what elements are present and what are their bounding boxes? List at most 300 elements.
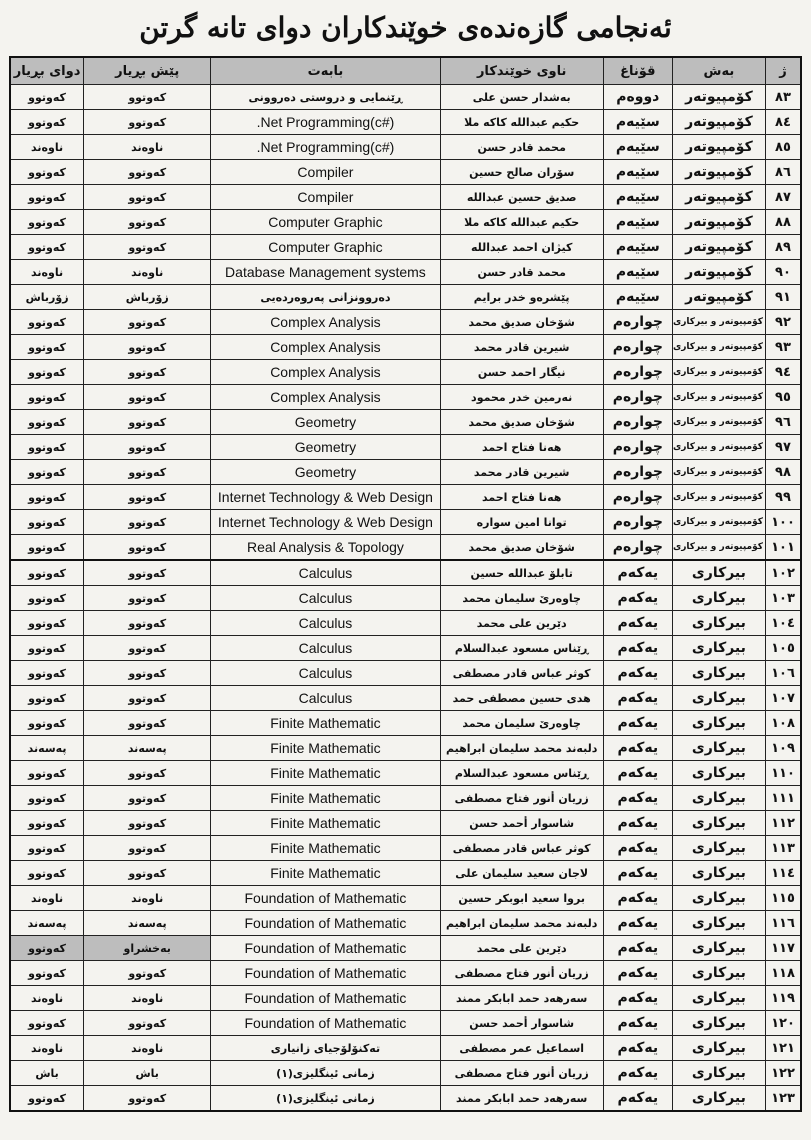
row-after: کەوتوو: [10, 586, 84, 611]
row-department: بیرکاری: [672, 1036, 765, 1061]
row-subject: Finite Mathematic: [211, 736, 440, 761]
row-subject: Finite Mathematic: [211, 836, 440, 861]
row-after: ناوەند: [10, 986, 84, 1011]
row-after: کەوتوو: [10, 535, 84, 561]
row-student: دلبەند محمد سلیمان ابراهیم: [440, 736, 603, 761]
row-number: ٩٩: [765, 485, 801, 510]
row-before: کەوتوو: [84, 335, 211, 360]
row-number: ١١٠: [765, 761, 801, 786]
table-row: [10, 786, 801, 811]
row-subject: Compiler: [211, 160, 440, 185]
row-subject: Foundation of Mathematic: [211, 961, 440, 986]
row-student: چاوەرێ سلیمان محمد: [440, 586, 603, 611]
row-after: کەوتوو: [10, 360, 84, 385]
row-number: ١٠٤: [765, 611, 801, 636]
row-after: کەوتوو: [10, 861, 84, 886]
table-row: [10, 85, 801, 110]
row-subject: Calculus: [211, 611, 440, 636]
row-number: ٨٥: [765, 135, 801, 160]
row-subject: Calculus: [211, 636, 440, 661]
row-number: ٩٦: [765, 410, 801, 435]
row-student: دێرین علی محمد: [440, 936, 603, 961]
table-row: [10, 761, 801, 786]
row-after: کەوتوو: [10, 435, 84, 460]
row-student: شیرین قادر محمد: [440, 460, 603, 485]
row-number: ١٠٨: [765, 711, 801, 736]
row-subject: Foundation of Mathematic: [211, 911, 440, 936]
row-number: ٩١: [765, 285, 801, 310]
row-department: کۆمپیوتەر و بیرکاری: [672, 410, 765, 435]
row-department: بیرکاری: [672, 861, 765, 886]
row-number: ١٠٩: [765, 736, 801, 761]
row-before: کەوتوو: [84, 611, 211, 636]
row-student: پێشرەو خدر برایم: [440, 285, 603, 310]
row-stage: یەکەم: [603, 786, 672, 811]
row-stage: یەکەم: [603, 1086, 672, 1112]
row-before: کەوتوو: [84, 661, 211, 686]
row-stage: سێیەم: [603, 160, 672, 185]
row-after: کەوتوو: [10, 185, 84, 210]
table-row: [10, 260, 801, 285]
row-subject: Real Analysis & Topology: [211, 535, 440, 561]
row-student: بەشدار حسن علی: [440, 85, 603, 110]
row-after: ناوەند: [10, 886, 84, 911]
row-stage: یەکەم: [603, 1036, 672, 1061]
table-row: [10, 210, 801, 235]
row-number: ٩٠: [765, 260, 801, 285]
row-number: ١١٦: [765, 911, 801, 936]
header-stage: قۆناغ: [603, 57, 672, 85]
row-student: شاسوار أحمد حسن: [440, 1011, 603, 1036]
row-department: کۆمپیوتەر و بیرکاری: [672, 385, 765, 410]
header-number: ژ: [765, 57, 801, 85]
row-number: ١١١: [765, 786, 801, 811]
table-row: [10, 661, 801, 686]
table-row: [10, 535, 801, 561]
row-subject: Internet Technology & Web Design: [211, 510, 440, 535]
row-before: کەوتوو: [84, 385, 211, 410]
row-subject: Complex Analysis: [211, 310, 440, 335]
row-department: کۆمپیوتەر: [672, 210, 765, 235]
row-department: بیرکاری: [672, 611, 765, 636]
row-before: کەوتوو: [84, 485, 211, 510]
row-number: ٨٨: [765, 210, 801, 235]
table-row: [10, 135, 801, 160]
row-department: بیرکاری: [672, 636, 765, 661]
table-row: [10, 936, 801, 961]
row-before: کەوتوو: [84, 636, 211, 661]
row-department: کۆمپیوتەر و بیرکاری: [672, 360, 765, 385]
row-after: کەوتوو: [10, 786, 84, 811]
table-row: [10, 836, 801, 861]
row-student: سۆران صالح حسین: [440, 160, 603, 185]
row-after: کەوتوو: [10, 510, 84, 535]
row-before: کەوتوو: [84, 185, 211, 210]
row-subject: Foundation of Mathematic: [211, 936, 440, 961]
table-row: [10, 736, 801, 761]
row-student: توانا امین سوارە: [440, 510, 603, 535]
row-after: کەوتوو: [10, 936, 84, 961]
header-student: ناوی خوێندکار: [440, 57, 603, 85]
row-stage: چوارەم: [603, 535, 672, 561]
row-after: کەوتوو: [10, 235, 84, 260]
row-after: کەوتوو: [10, 611, 84, 636]
row-subject: .Net Programming(c#): [211, 135, 440, 160]
row-subject: Finite Mathematic: [211, 786, 440, 811]
row-department: کۆمپیوتەر: [672, 135, 765, 160]
row-after: پەسەند: [10, 736, 84, 761]
row-student: ڕێناس مسعود عبدالسلام: [440, 761, 603, 786]
row-subject: Complex Analysis: [211, 335, 440, 360]
row-after: کەوتوو: [10, 811, 84, 836]
row-before: پەسەند: [84, 736, 211, 761]
table-row: [10, 686, 801, 711]
row-before: ناوەند: [84, 1036, 211, 1061]
row-department: کۆمپیوتەر: [672, 185, 765, 210]
row-before: زۆرباش: [84, 285, 211, 310]
row-department: کۆمپیوتەر: [672, 110, 765, 135]
row-subject: Geometry: [211, 410, 440, 435]
table-row: [10, 636, 801, 661]
row-subject: Compiler: [211, 185, 440, 210]
row-stage: چوارەم: [603, 310, 672, 335]
table-row: [10, 1086, 801, 1112]
row-student: زریان أنور فتاح مصطفی: [440, 786, 603, 811]
table-row: [10, 986, 801, 1011]
row-after: زۆرباش: [10, 285, 84, 310]
row-student: ڕێناس مسعود عبدالسلام: [440, 636, 603, 661]
row-department: کۆمپیوتەر و بیرکاری: [672, 335, 765, 360]
table-row: [10, 385, 801, 410]
row-after: کەوتوو: [10, 711, 84, 736]
row-stage: یەکەم: [603, 961, 672, 986]
row-before: کەوتوو: [84, 711, 211, 736]
row-number: ٩٥: [765, 385, 801, 410]
row-stage: یەکەم: [603, 736, 672, 761]
row-before: ناوەند: [84, 135, 211, 160]
row-before: ناوەند: [84, 986, 211, 1011]
row-after: کەوتوو: [10, 335, 84, 360]
header-subject: بابەت: [211, 57, 440, 85]
row-subject: Calculus: [211, 560, 440, 586]
row-student: نیگار احمد حسن: [440, 360, 603, 385]
row-stage: یەکەم: [603, 711, 672, 736]
row-subject: Finite Mathematic: [211, 711, 440, 736]
row-stage: یەکەم: [603, 586, 672, 611]
row-after: کەوتوو: [10, 836, 84, 861]
row-student: دلبەند محمد سلیمان ابراهیم: [440, 911, 603, 936]
row-stage: یەکەم: [603, 761, 672, 786]
table-row: [10, 460, 801, 485]
row-after: کەوتوو: [10, 410, 84, 435]
row-stage: یەکەم: [603, 936, 672, 961]
row-subject: زمانی ئینگلیزی(١): [211, 1061, 440, 1086]
row-department: بیرکاری: [672, 986, 765, 1011]
row-number: ١٠٢: [765, 560, 801, 586]
row-before: کەوتوو: [84, 360, 211, 385]
row-after: کەوتوو: [10, 485, 84, 510]
row-before: کەوتوو: [84, 110, 211, 135]
row-subject: Calculus: [211, 586, 440, 611]
row-number: ١٠٧: [765, 686, 801, 711]
row-before: کەوتوو: [84, 435, 211, 460]
row-after: کەوتوو: [10, 110, 84, 135]
row-before: بەخشراو: [84, 936, 211, 961]
row-number: ٩٨: [765, 460, 801, 485]
row-stage: یەکەم: [603, 911, 672, 936]
row-before: کەوتوو: [84, 310, 211, 335]
row-student: بروا سعید ابوبکر حسین: [440, 886, 603, 911]
row-subject: ڕێنمایی و دروستی دەروونی: [211, 85, 440, 110]
row-student: شاسوار أحمد حسن: [440, 811, 603, 836]
row-subject: Finite Mathematic: [211, 761, 440, 786]
row-student: حكیم عبدالله كاكە ملا: [440, 210, 603, 235]
results-table: [9, 56, 802, 1112]
row-before: کەوتوو: [84, 560, 211, 586]
row-stage: چوارەم: [603, 360, 672, 385]
row-before: کەوتوو: [84, 686, 211, 711]
row-stage: سێیەم: [603, 235, 672, 260]
row-student: شۆخان صدیق محمد: [440, 535, 603, 561]
table-row: [10, 410, 801, 435]
row-subject: Calculus: [211, 686, 440, 711]
table-row: [10, 185, 801, 210]
row-number: ١٠٣: [765, 586, 801, 611]
table-header-row: [10, 57, 801, 85]
table-row: [10, 1036, 801, 1061]
row-student: شۆخان صدیق محمد: [440, 410, 603, 435]
row-subject: Database Management systems: [211, 260, 440, 285]
row-before: کەوتوو: [84, 460, 211, 485]
row-before: کەوتوو: [84, 811, 211, 836]
row-after: کەوتوو: [10, 310, 84, 335]
row-student: زریان أنور فتاح مصطفی: [440, 961, 603, 986]
row-subject: زمانی ئینگلیزی(١): [211, 1086, 440, 1112]
row-number: ١١٢: [765, 811, 801, 836]
header-after: دوای بڕیار: [10, 57, 84, 85]
row-stage: سێیەم: [603, 260, 672, 285]
row-student: زریان أنور فتاح مصطفی: [440, 1061, 603, 1086]
row-stage: یەکەم: [603, 560, 672, 586]
row-department: کۆمپیوتەر: [672, 260, 765, 285]
row-number: ١٢٢: [765, 1061, 801, 1086]
row-stage: چوارەم: [603, 410, 672, 435]
row-after: کەوتوو: [10, 1011, 84, 1036]
table-row: [10, 285, 801, 310]
table-row: [10, 560, 801, 586]
table-row: [10, 711, 801, 736]
row-student: دێرین علی محمد: [440, 611, 603, 636]
row-subject: Internet Technology & Web Design: [211, 485, 440, 510]
row-student: شۆخان صدیق محمد: [440, 310, 603, 335]
row-department: بیرکاری: [672, 1086, 765, 1112]
row-stage: سێیەم: [603, 285, 672, 310]
row-student: چاوەرێ سلیمان محمد: [440, 711, 603, 736]
table-row: [10, 861, 801, 886]
row-stage: یەکەم: [603, 836, 672, 861]
row-stage: چوارەم: [603, 485, 672, 510]
row-number: ٩٢: [765, 310, 801, 335]
row-before: ناوەند: [84, 886, 211, 911]
row-number: ١٠٦: [765, 661, 801, 686]
page-title: ئەنجامی گازەندەی خوێندکاران دوای تانە گرتن: [139, 11, 672, 44]
row-stage: یەکەم: [603, 636, 672, 661]
row-department: بیرکاری: [672, 786, 765, 811]
row-stage: چوارەم: [603, 385, 672, 410]
row-department: کۆمپیوتەر: [672, 285, 765, 310]
row-subject: Foundation of Mathematic: [211, 886, 440, 911]
row-stage: یەکەم: [603, 811, 672, 836]
row-student: تابلۆ عبدالله حسین: [440, 560, 603, 586]
row-before: کەوتوو: [84, 510, 211, 535]
table-row: [10, 886, 801, 911]
row-student: هەنا فتاح احمد: [440, 435, 603, 460]
row-after: کەوتوو: [10, 761, 84, 786]
row-after: ناوەند: [10, 260, 84, 285]
row-number: ١٢٣: [765, 1086, 801, 1112]
table-row: [10, 435, 801, 460]
table-row: [10, 911, 801, 936]
table-row: [10, 1011, 801, 1036]
row-after: کەوتوو: [10, 210, 84, 235]
row-stage: یەکەم: [603, 986, 672, 1011]
row-before: کەوتوو: [84, 1086, 211, 1112]
row-subject: Foundation of Mathematic: [211, 1011, 440, 1036]
row-subject: Finite Mathematic: [211, 861, 440, 886]
row-stage: یەکەم: [603, 1061, 672, 1086]
row-student: هدی حسین مصطفی حمد: [440, 686, 603, 711]
row-after: باش: [10, 1061, 84, 1086]
row-before: کەوتوو: [84, 1011, 211, 1036]
row-student: سەرهەد حمد ابابکر ممند: [440, 986, 603, 1011]
row-subject: Complex Analysis: [211, 360, 440, 385]
table-row: [10, 110, 801, 135]
row-department: کۆمپیوتەر و بیرکاری: [672, 535, 765, 561]
row-stage: سێیەم: [603, 210, 672, 235]
row-before: کەوتوو: [84, 761, 211, 786]
table-row: [10, 586, 801, 611]
row-subject: Computer Graphic: [211, 210, 440, 235]
row-before: کەوتوو: [84, 85, 211, 110]
row-department: کۆمپیوتەر و بیرکاری: [672, 460, 765, 485]
row-stage: سێیەم: [603, 185, 672, 210]
row-before: کەوتوو: [84, 586, 211, 611]
row-stage: یەکەم: [603, 1011, 672, 1036]
header-department: بەش: [672, 57, 765, 85]
row-subject: Computer Graphic: [211, 235, 440, 260]
row-department: بیرکاری: [672, 836, 765, 861]
row-number: ٩٧: [765, 435, 801, 460]
row-number: ١١٧: [765, 936, 801, 961]
row-after: کەوتوو: [10, 636, 84, 661]
row-stage: یەکەم: [603, 661, 672, 686]
row-department: بیرکاری: [672, 936, 765, 961]
row-before: کەوتوو: [84, 210, 211, 235]
row-department: بیرکاری: [672, 886, 765, 911]
row-number: ١٠٥: [765, 636, 801, 661]
row-student: نەرمین خدر محمود: [440, 385, 603, 410]
row-department: بیرکاری: [672, 1011, 765, 1036]
row-department: بیرکاری: [672, 711, 765, 736]
table-row: [10, 360, 801, 385]
row-after: کەوتوو: [10, 85, 84, 110]
row-before: ناوەند: [84, 260, 211, 285]
row-after: کەوتوو: [10, 160, 84, 185]
row-subject: Complex Analysis: [211, 385, 440, 410]
row-before: کەوتوو: [84, 961, 211, 986]
row-department: بیرکاری: [672, 761, 765, 786]
row-department: بیرکاری: [672, 811, 765, 836]
row-subject: Finite Mathematic: [211, 811, 440, 836]
table-body: [10, 85, 801, 1112]
row-student: کوثر عباس قادر مصطفی: [440, 661, 603, 686]
table-row: [10, 310, 801, 335]
row-before: کەوتوو: [84, 535, 211, 561]
row-stage: چوارەم: [603, 335, 672, 360]
row-subject: Geometry: [211, 435, 440, 460]
row-student: لاجان سعید سلیمان علی: [440, 861, 603, 886]
row-student: کیژان احمد عبدالله: [440, 235, 603, 260]
row-before: کەوتوو: [84, 786, 211, 811]
row-after: کەوتوو: [10, 385, 84, 410]
row-before: باش: [84, 1061, 211, 1086]
row-department: بیرکاری: [672, 560, 765, 586]
row-after: ناوەند: [10, 135, 84, 160]
row-after: کەوتوو: [10, 961, 84, 986]
row-department: کۆمپیوتەر و بیرکاری: [672, 435, 765, 460]
table-row: [10, 485, 801, 510]
table-row: [10, 160, 801, 185]
row-department: بیرکاری: [672, 961, 765, 986]
row-stage: یەکەم: [603, 886, 672, 911]
row-stage: چوارەم: [603, 435, 672, 460]
row-student: هەنا فتاح احمد: [440, 485, 603, 510]
row-student: اسماعیل عمر مصطفی: [440, 1036, 603, 1061]
row-subject: Geometry: [211, 460, 440, 485]
row-after: کەوتوو: [10, 560, 84, 586]
row-student: کوثر عباس قادر مصطفی: [440, 836, 603, 861]
row-stage: سێیەم: [603, 110, 672, 135]
row-stage: چوارەم: [603, 460, 672, 485]
row-subject: Calculus: [211, 661, 440, 686]
row-department: کۆمپیوتەر: [672, 235, 765, 260]
row-after: کەوتوو: [10, 686, 84, 711]
row-number: ٨٦: [765, 160, 801, 185]
row-number: ٨٧: [765, 185, 801, 210]
row-student: حكیم عبدالله كاكە ملا: [440, 110, 603, 135]
row-stage: سێیەم: [603, 135, 672, 160]
row-number: ٩٤: [765, 360, 801, 385]
row-department: کۆمپیوتەر: [672, 160, 765, 185]
row-stage: دووەم: [603, 85, 672, 110]
row-subject: Foundation of Mathematic: [211, 986, 440, 1011]
table-row: [10, 811, 801, 836]
table-row: [10, 335, 801, 360]
row-before: کەوتوو: [84, 861, 211, 886]
row-student: شیرین قادر محمد: [440, 335, 603, 360]
row-student: صدیق حسین عبدالله: [440, 185, 603, 210]
row-number: ١١٤: [765, 861, 801, 886]
row-number: ٨٤: [765, 110, 801, 135]
row-after: پەسەند: [10, 911, 84, 936]
row-department: کۆمپیوتەر: [672, 85, 765, 110]
row-stage: یەکەم: [603, 861, 672, 886]
row-student: محمد قادر حسن: [440, 135, 603, 160]
row-department: کۆمپیوتەر و بیرکاری: [672, 485, 765, 510]
row-stage: یەکەم: [603, 686, 672, 711]
table-row: [10, 611, 801, 636]
row-department: بیرکاری: [672, 661, 765, 686]
